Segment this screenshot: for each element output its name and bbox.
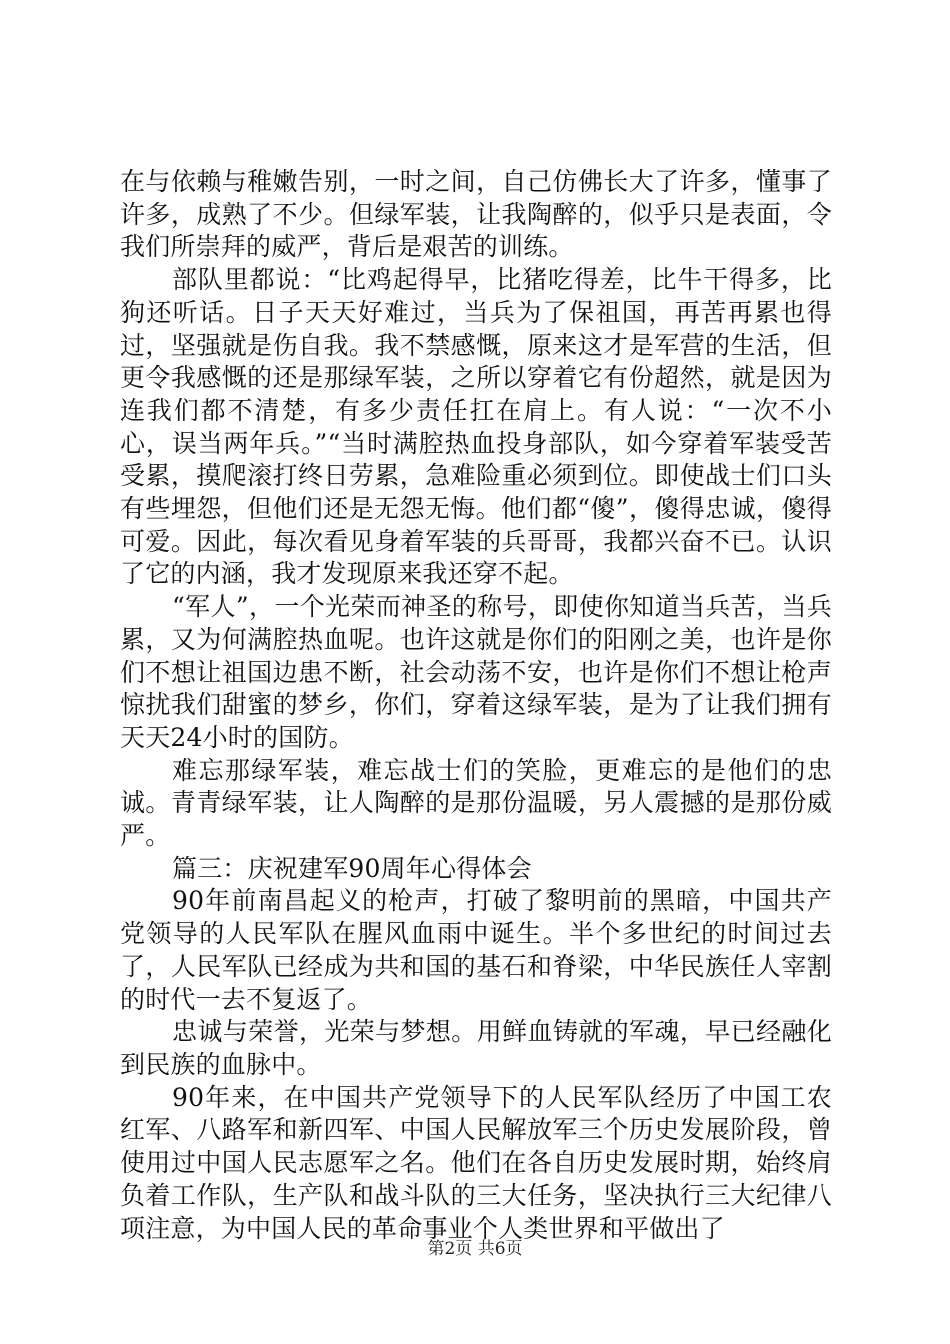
paragraph-4: 难忘那绿军装，难忘战士们的笑脸，更难忘的是他们的忠诚。青青绿军装，让人陶醉的是那份温暖，另人震撼的是那份威严。 — [120, 755, 832, 851]
page-footer: 第2页 共6页 — [427, 1239, 523, 1259]
paragraph-1: 在与依赖与稚嫩告别，一时之间，自己仿佛长大了许多，懂事了许多，成熟了不少。但绿军装，让我陶醉的，似乎只是表面，令我们所崇拜的威严，背后是艰苦的训练。 — [120, 167, 832, 262]
paragraph-7: 90年来，在中国共产党领导下的人民军队经历了中国工农红军、八路军和新四军、中国人民解放军三个历史发展阶段，曾使用过中国人民志愿军之名。他们在各自历史发展时期，始终肩负着工作队，生产队和战斗队的三大任务，坚决执行三大纪律八项注意，为中国人民的革命事业个人类世界和平做出了 — [120, 1082, 832, 1243]
paragraph-5: 90年前南昌起义的枪声，打破了黎明前的黑暗，中国共产党领导的人民军队在腥风血雨中诞生。半个多世纪的时间过去了，人民军队已经成为共和国的基石和脊梁，中华民族任人宰割的时代一去不复返了。 — [120, 886, 832, 1014]
paragraph-2: 部队里都说：“比鸡起得早，比猪吃得差，比牛干得多，比狗还听话。日子天天好难过，当兵为了保祖国，再苦再累也得过，坚强就是伤自我。我不禁感慨，原来这才是军营的生活，但更令我感慨的还是那绿军装，之所以穿着它有份超然，就是因为连我们都不清楚，有多少责任扛在肩上。有人说：“一次不小心，误当两年兵。”“当时满腔热血投身部队，如今穿着军装受苦受累，摸爬滚打终日劳累，急难险重必须到位。即使战士们口头有些埋怨，但他们还是无怨无悔。他们都“傻”，傻得忠诚，傻得可爱。因此，每次看见身着军装的兵哥哥，我都兴奋不已。认识了它的内涵，我才发现原来我还穿不起。 — [120, 265, 832, 589]
section-heading: 篇三：庆祝建军90周年心得体会 — [172, 853, 532, 883]
paragraph-3: “军人”，一个光荣而神圣的称号，即使你知道当兵苦，当兵累，又为何满腔热血呢。也许这就是你们的阳刚之美，也许是你们不想让祖国边患不断，社会动荡不安，也许是你们不想让枪声惊扰我们甜蜜的梦乡，你们，穿着这绿军装，是为了让我们拥有天天24小时的国防。 — [120, 592, 832, 752]
paragraph-6: 忠诚与荣誉，光荣与梦想。用鲜血铸就的军魂，早已经融化到民族的血脉中。 — [120, 1017, 832, 1079]
document-body — [120, 166, 832, 1245]
